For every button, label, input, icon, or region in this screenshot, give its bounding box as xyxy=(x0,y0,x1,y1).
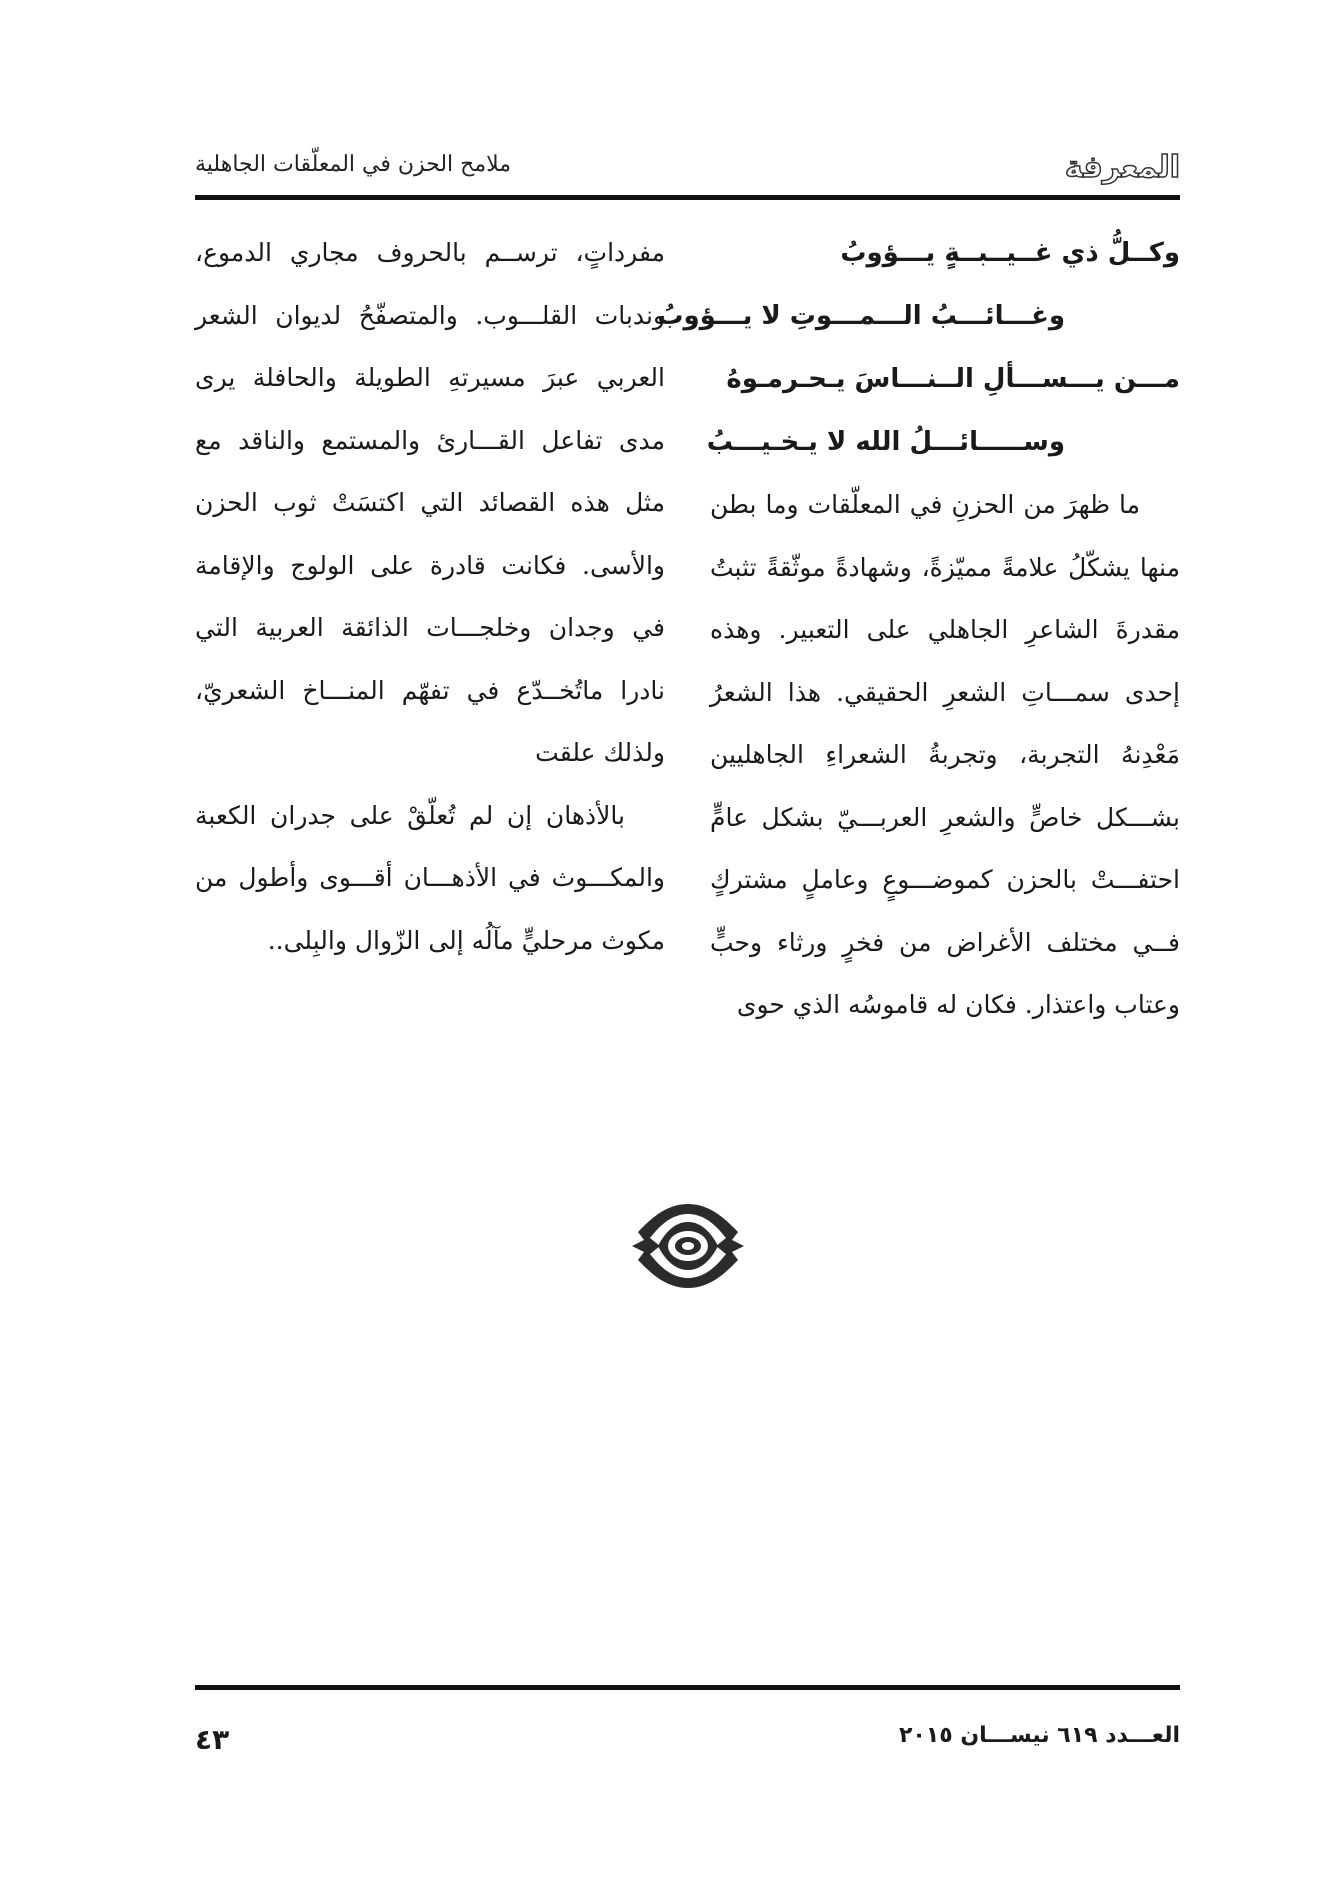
header-divider xyxy=(195,195,1180,200)
page-header xyxy=(195,140,1180,198)
right-column-paragraph: ما ظهرَ من الحزنِ في المعلّقات وما بطن منها يشكّلُ علامةً مميّزةً، وشهادةً موثّقةً تثبتُ مقدرةَ الشاعرِ الجاهلي على التعبير. وهذه إحدى سمـــاتِ الشعرِ الحقيقي. هذا الشعرُ مَعْدِنهُ التجربة، وتجربةُ الشعراءِ الجاهليين بشـــكل خاصٍّ والشعرِ العربـــيّ بشكل عامٍّ احتفـــتْ بالحزن كموضـــوعٍ وعاملٍ مشتركٍ فــي مختلف الأغراض من فخرٍ ورثاء وحبٍّ وعتاب واعتذار. فكان له قاموسُه الذي حوى xyxy=(710,490,1180,1019)
poem-line-3: مـــن يـــســـألِ الــنـــاسَ يـحـرمـوهُ xyxy=(726,364,1180,394)
page-number: ٤٣ xyxy=(195,1723,230,1756)
poem-line-1: وكــلُّ ذي غــيــبــةٍ يـــؤوبُ xyxy=(840,238,1180,268)
ornament-icon xyxy=(632,1200,744,1292)
poem-line-2: وغـــائـــبُ الـــمـــوتِ لا يـــؤوبُ xyxy=(657,301,1065,331)
right-column xyxy=(657,222,1180,1037)
left-column xyxy=(195,222,665,972)
footer-divider xyxy=(195,1685,1180,1690)
issue-info: العـــدد ٦١٩ نيســـان ٢٠١٥ xyxy=(899,1723,1180,1748)
left-column-paragraph-2: بالأذهان إن لم تُعلّقْ على جدران الكعبة والمكـــوث في الأذهـــان أقـــوى وأطول من مكوث مرحليٍّ مآلُه إلى الزّوال والبِلى.. xyxy=(195,800,665,955)
magazine-logo: المعرفة xyxy=(1064,150,1180,185)
poem-line-4: وســـــائـــلُ الله لا يـخـيـــبُ xyxy=(706,427,1065,457)
left-column-paragraph-1: مفرداتٍ، ترســم بالحروف مجاري الدموع، وندبات القلـــوب. والمتصفّحُ لديوان الشعر العربي عبرَ مسيرتهِ الطويلة والحافلة يرى مدى تفاعل القـــارئ والمستمع والناقد مع مثل هذه القصائد التي اكتسَتْ ثوب الحزن والأسى. فكانت قادرة على الولوج والإقامة في وجدان وخلجـــات الذائقة العربية التي نادرا ماتُخــدّع في تفهّم المنـــاخ الشعريّ، ولذلك علقت xyxy=(195,238,665,767)
running-title: ملامح الحزن في المعلّقات الجاهلية xyxy=(195,152,512,177)
